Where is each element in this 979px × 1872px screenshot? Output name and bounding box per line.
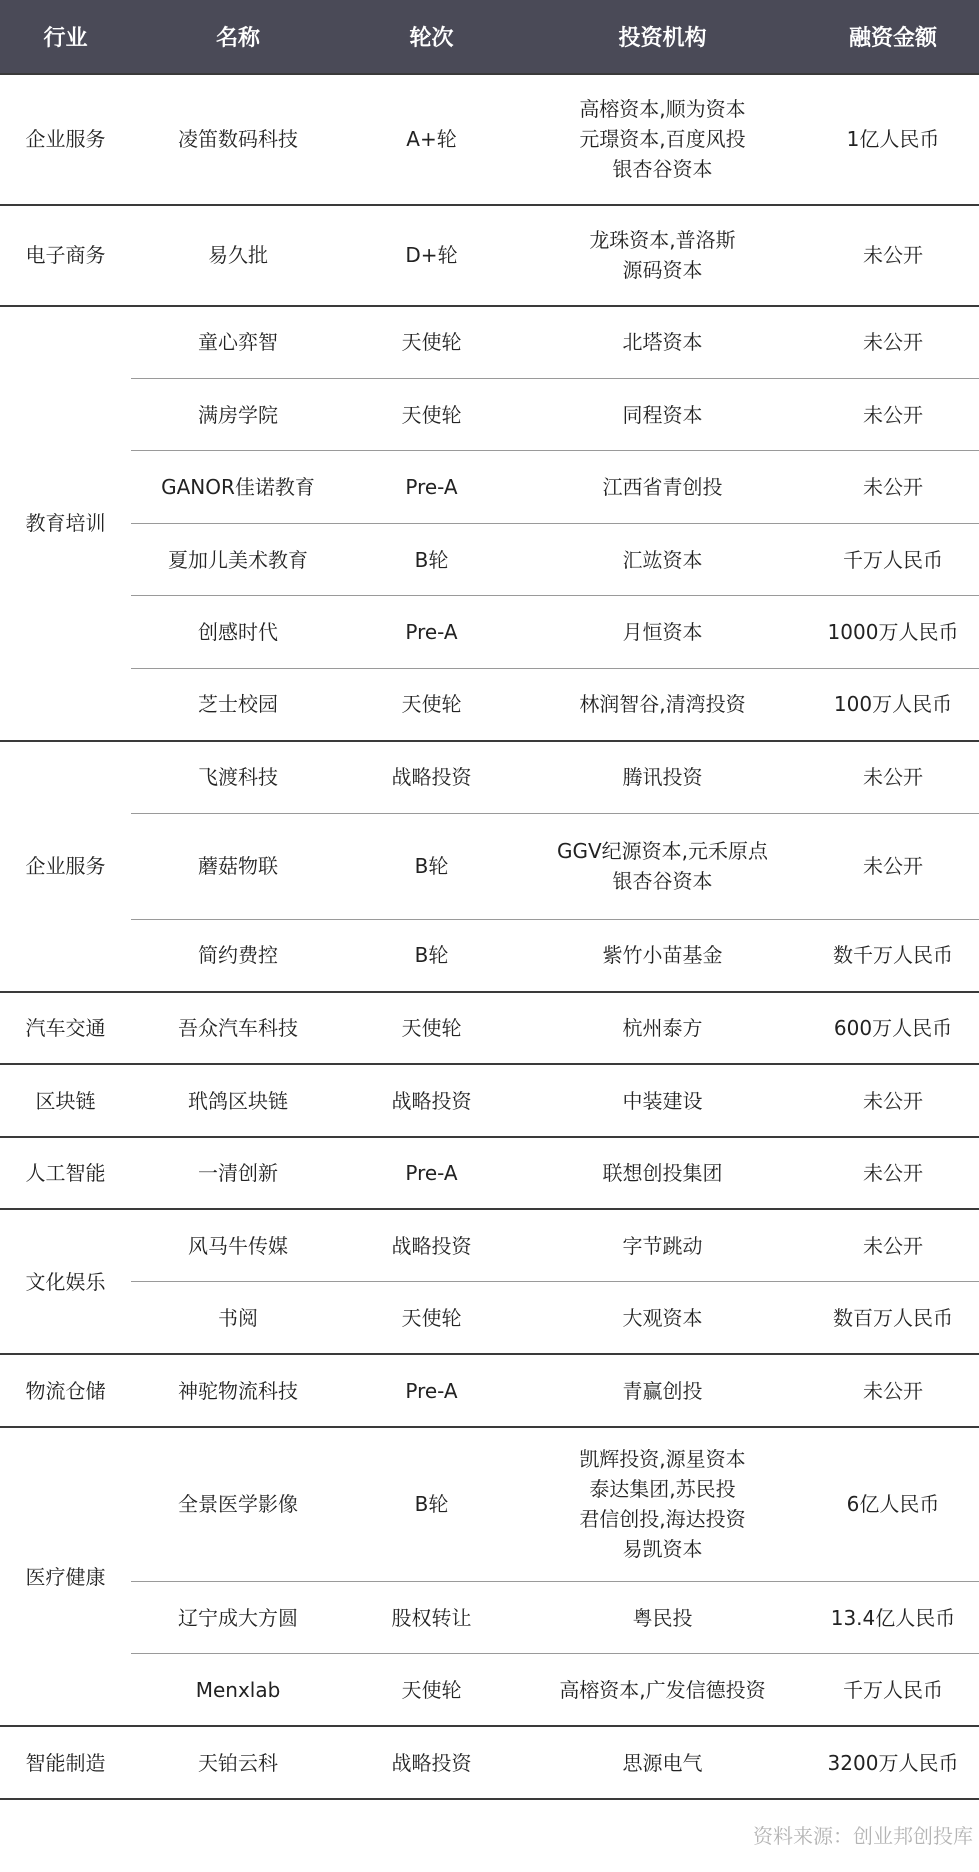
company-name-cell: 易久批 bbox=[131, 205, 345, 306]
round-cell: 战略投资 bbox=[345, 1726, 518, 1799]
source-note: 资料来源：创业邦创投库 bbox=[753, 1824, 973, 1848]
amount-cell: 100万人民币 bbox=[807, 668, 979, 741]
round-cell: 天使轮 bbox=[345, 306, 518, 379]
table-row bbox=[0, 1064, 979, 1137]
amount-cell: 未公开 bbox=[807, 813, 979, 919]
header-round: 轮次 bbox=[345, 0, 518, 74]
round-cell: 战略投资 bbox=[345, 1209, 518, 1282]
round-cell: 战略投资 bbox=[345, 1064, 518, 1137]
header-row bbox=[0, 0, 979, 74]
table-body bbox=[0, 74, 979, 1799]
round-cell: 天使轮 bbox=[345, 992, 518, 1065]
company-name-cell: 创感时代 bbox=[131, 596, 345, 669]
investors-cell bbox=[518, 1654, 807, 1727]
table-row bbox=[0, 74, 979, 205]
investor-line: 思源电气 bbox=[622, 1750, 703, 1775]
investors-cell bbox=[518, 1354, 807, 1427]
investor-line: 中装建设 bbox=[622, 1088, 703, 1113]
investors-cell bbox=[518, 1282, 807, 1355]
investor-line: 联想创投集团 bbox=[602, 1161, 723, 1186]
company-name-cell: 玳鸽区块链 bbox=[131, 1064, 345, 1137]
investors-cell bbox=[518, 451, 807, 524]
table-row bbox=[0, 451, 979, 524]
table-row bbox=[0, 523, 979, 596]
investors-cell bbox=[518, 1209, 807, 1282]
round-cell: 天使轮 bbox=[345, 1654, 518, 1727]
table-row bbox=[0, 1209, 979, 1282]
investor-line: 粤民投 bbox=[632, 1605, 693, 1630]
investors-cell bbox=[518, 668, 807, 741]
industry-cell: 人工智能 bbox=[0, 1137, 131, 1210]
amount-cell: 未公开 bbox=[807, 1209, 979, 1282]
company-name-cell: 芝士校园 bbox=[131, 668, 345, 741]
investor-line: 高榕资本,广发信德投资 bbox=[559, 1677, 766, 1702]
industry-cell: 智能制造 bbox=[0, 1726, 131, 1799]
company-name-cell: 风马牛传媒 bbox=[131, 1209, 345, 1282]
amount-cell: 未公开 bbox=[807, 1137, 979, 1210]
industry-cell: 电子商务 bbox=[0, 205, 131, 306]
round-cell: B轮 bbox=[345, 523, 518, 596]
header-name: 名称 bbox=[131, 0, 345, 74]
company-name-cell: 童心弈智 bbox=[131, 306, 345, 379]
amount-cell: 数百万人民币 bbox=[807, 1282, 979, 1355]
investor-line: 龙珠资本,普洛斯 bbox=[589, 228, 736, 253]
investors-cell bbox=[518, 523, 807, 596]
investors-cell bbox=[518, 1064, 807, 1137]
table-row bbox=[0, 1654, 979, 1727]
round-cell: 天使轮 bbox=[345, 378, 518, 451]
round-cell: B轮 bbox=[345, 919, 518, 992]
amount-cell: 600万人民币 bbox=[807, 992, 979, 1065]
investor-line: 高榕资本,顺为资本 bbox=[579, 97, 746, 122]
investors-cell bbox=[518, 205, 807, 306]
investor-line: 银杏谷资本 bbox=[612, 157, 713, 182]
company-name-cell: 一清创新 bbox=[131, 1137, 345, 1210]
table-row bbox=[0, 992, 979, 1065]
investor-line: GGV纪源资本,元禾原点 bbox=[556, 839, 769, 864]
investors-cell bbox=[518, 1427, 807, 1582]
table-row bbox=[0, 668, 979, 741]
amount-cell: 3200万人民币 bbox=[807, 1726, 979, 1799]
company-name-cell: 辽宁成大方圆 bbox=[131, 1581, 345, 1654]
amount-cell: 未公开 bbox=[807, 306, 979, 379]
table-row bbox=[0, 306, 979, 379]
investors-cell bbox=[518, 378, 807, 451]
investor-line: 大观资本 bbox=[622, 1305, 703, 1330]
industry-cell: 教育培训 bbox=[0, 306, 131, 741]
investor-line: 源码资本 bbox=[622, 258, 703, 283]
table-row bbox=[0, 1354, 979, 1427]
amount-cell: 未公开 bbox=[807, 1354, 979, 1427]
investor-line: 青赢创投 bbox=[622, 1378, 703, 1403]
amount-cell: 13.4亿人民币 bbox=[807, 1581, 979, 1654]
company-name-cell: GANOR佳诺教育 bbox=[131, 451, 345, 524]
table-row bbox=[0, 1282, 979, 1355]
amount-cell: 未公开 bbox=[807, 378, 979, 451]
table-row bbox=[0, 378, 979, 451]
investor-line: 同程资本 bbox=[622, 402, 703, 427]
round-cell: Pre-A bbox=[345, 451, 518, 524]
investor-line: 字节跳动 bbox=[622, 1233, 703, 1258]
investor-line: 紫竹小苗基金 bbox=[602, 943, 723, 968]
industry-cell: 企业服务 bbox=[0, 741, 131, 992]
table-row bbox=[0, 1726, 979, 1799]
header-investors: 投资机构 bbox=[518, 0, 807, 74]
investor-line: 腾讯投资 bbox=[622, 765, 703, 790]
header-industry: 行业 bbox=[0, 0, 131, 74]
investors-cell bbox=[518, 741, 807, 814]
amount-cell: 未公开 bbox=[807, 1064, 979, 1137]
round-cell: B轮 bbox=[345, 1427, 518, 1582]
company-name-cell: 书阅 bbox=[131, 1282, 345, 1355]
table-row bbox=[0, 741, 979, 814]
round-cell: D+轮 bbox=[345, 205, 518, 306]
investor-line: 易凯资本 bbox=[622, 1537, 703, 1562]
investor-line: 月恒资本 bbox=[622, 620, 703, 645]
company-name-cell: 神驼物流科技 bbox=[131, 1354, 345, 1427]
company-name-cell: 满房学院 bbox=[131, 378, 345, 451]
company-name-cell: 全景医学影像 bbox=[131, 1427, 345, 1582]
amount-cell: 未公开 bbox=[807, 205, 979, 306]
industry-cell: 医疗健康 bbox=[0, 1427, 131, 1727]
industry-cell: 物流仓储 bbox=[0, 1354, 131, 1427]
investor-line: 元璟资本,百度风投 bbox=[579, 127, 746, 152]
company-name-cell: 飞渡科技 bbox=[131, 741, 345, 814]
investor-line: 凯辉投资,源星资本 bbox=[579, 1447, 746, 1472]
round-cell: Pre-A bbox=[345, 596, 518, 669]
round-cell: Pre-A bbox=[345, 1354, 518, 1427]
investor-line: 汇竑资本 bbox=[622, 547, 703, 572]
round-cell: 天使轮 bbox=[345, 668, 518, 741]
round-cell: Pre-A bbox=[345, 1137, 518, 1210]
investor-line: 君信创投,海达投资 bbox=[579, 1507, 746, 1532]
investors-cell bbox=[518, 596, 807, 669]
table-row bbox=[0, 205, 979, 306]
investors-cell bbox=[518, 1581, 807, 1654]
investors-cell bbox=[518, 74, 807, 205]
investors-cell bbox=[518, 919, 807, 992]
amount-cell: 1000万人民币 bbox=[807, 596, 979, 669]
company-name-cell: 夏加儿美术教育 bbox=[131, 523, 345, 596]
company-name-cell: 天铂云科 bbox=[131, 1726, 345, 1799]
investor-line: 杭州泰方 bbox=[622, 1015, 703, 1040]
table-row bbox=[0, 1427, 979, 1582]
table-row bbox=[0, 596, 979, 669]
amount-cell: 未公开 bbox=[807, 451, 979, 524]
investors-cell bbox=[518, 1726, 807, 1799]
round-cell: A+轮 bbox=[345, 74, 518, 205]
investor-line: 林润智谷,清湾投资 bbox=[579, 692, 746, 717]
investors-cell bbox=[518, 992, 807, 1065]
round-cell: 天使轮 bbox=[345, 1282, 518, 1355]
industry-cell: 企业服务 bbox=[0, 74, 131, 205]
investor-line: 银杏谷资本 bbox=[612, 869, 713, 894]
amount-cell: 千万人民币 bbox=[807, 523, 979, 596]
investors-cell bbox=[518, 306, 807, 379]
company-name-cell: 吾众汽车科技 bbox=[131, 992, 345, 1065]
investors-cell bbox=[518, 1137, 807, 1210]
industry-cell: 汽车交通 bbox=[0, 992, 131, 1065]
round-cell: 战略投资 bbox=[345, 741, 518, 814]
table-header bbox=[0, 0, 979, 74]
header-amount: 融资金额 bbox=[807, 0, 979, 74]
investor-line: 江西省青创投 bbox=[602, 475, 723, 500]
industry-cell: 区块链 bbox=[0, 1064, 131, 1137]
round-cell: 股权转让 bbox=[345, 1581, 518, 1654]
amount-cell: 数千万人民币 bbox=[807, 919, 979, 992]
table-row bbox=[0, 1581, 979, 1654]
company-name-cell: 凌笛数码科技 bbox=[131, 74, 345, 205]
round-cell: B轮 bbox=[345, 813, 518, 919]
company-name-cell: 蘑菇物联 bbox=[131, 813, 345, 919]
investor-line: 北塔资本 bbox=[622, 330, 703, 355]
investors-cell bbox=[518, 813, 807, 919]
amount-cell: 未公开 bbox=[807, 741, 979, 814]
company-name-cell: 简约费控 bbox=[131, 919, 345, 992]
amount-cell: 1亿人民币 bbox=[807, 74, 979, 205]
table-row bbox=[0, 813, 979, 919]
industry-cell: 文化娱乐 bbox=[0, 1209, 131, 1354]
company-name-cell: Menxlab bbox=[131, 1654, 345, 1727]
amount-cell: 6亿人民币 bbox=[807, 1427, 979, 1582]
investor-line: 泰达集团,苏民投 bbox=[589, 1477, 736, 1502]
table-row bbox=[0, 1137, 979, 1210]
amount-cell: 千万人民币 bbox=[807, 1654, 979, 1727]
table-row bbox=[0, 919, 979, 992]
